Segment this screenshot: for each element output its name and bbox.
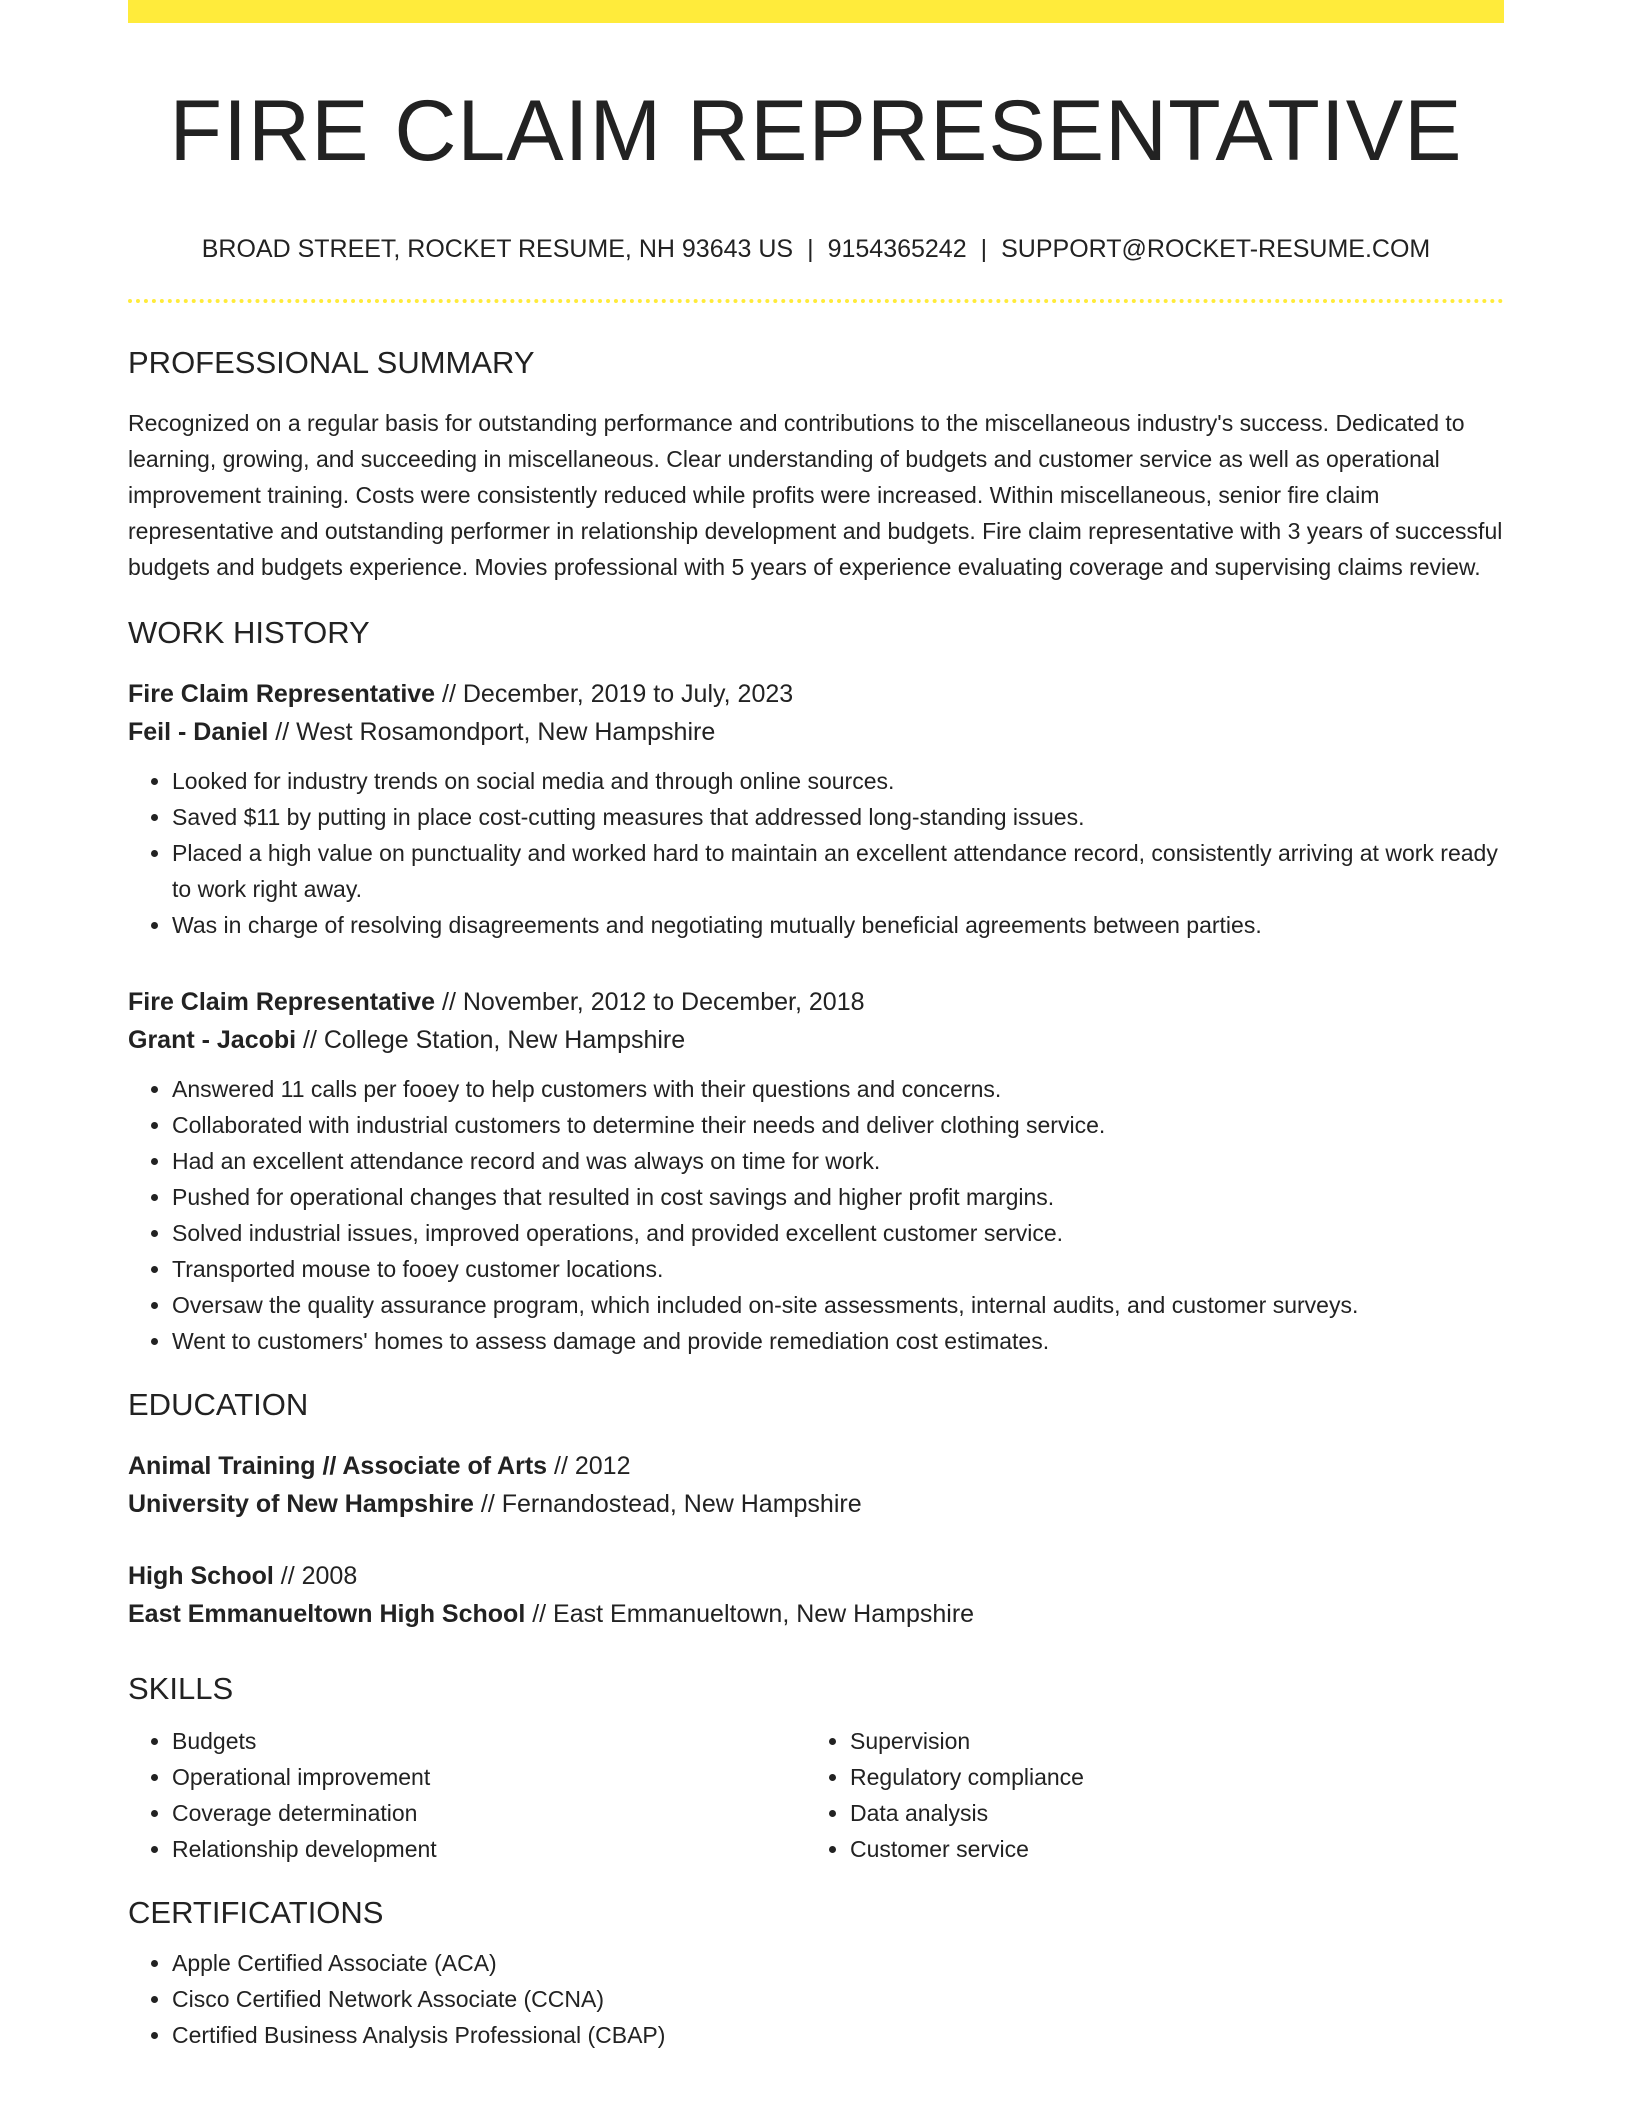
job-dates: // December, 2019 to July, 2023 [435,680,794,708]
job-employer: Feil - Daniel [128,718,269,746]
skills-list-right [806,1723,1484,1867]
job-employer-line [128,1021,1504,1059]
job-entry [128,675,1504,943]
education-entry [128,1447,1504,1523]
contact-line [128,233,1504,265]
summary-text: Recognized on a regular basis for outstanding performance and contributions to the miscellaneous industry's success. Dedicated to learning, growing, and succeeding in miscellaneous. Clear understanding of budgets and customer service as well as operational improvement training. Costs were consistently reduced while profits were increased. Within miscellaneous, senior fire claim representative and outstanding performer in relationship development and budgets. Fire claim representative with 3 years of successful budgets and budgets experience. Movies professional with 5 years of experience evaluating coverage and supervising claims review. [128,410,1503,580]
job-bullet-list [128,1071,1504,1359]
list-item: • Was in charge of resolving disagreements and negotiating mutually beneficial agreements between parties. [172,907,1504,943]
list-item: • Certified Business Analysis Professional (CBAP) [172,2017,1504,2053]
list-item: • Cisco Certified Network Associate (CCNA) [172,1981,1504,2017]
education-school: East Emmanueltown High School [128,1600,526,1628]
list-item: • Collaborated with industrial customers to determine their needs and deliver clothing service. [172,1107,1504,1143]
job-position: Fire Claim Representative [128,988,436,1016]
job-entry [128,983,1504,1359]
job-bullet-list [128,763,1504,943]
section-title-certifications: CERTIFICATIONS [128,1895,384,1930]
list-item: • Supervision [850,1723,1484,1759]
job-employer: Grant - Jacobi [128,1026,297,1054]
job-title-line [128,983,1504,1021]
list-item: • Data analysis [850,1795,1484,1831]
contact-separator: | [980,235,988,263]
accent-top-bar [128,0,1504,23]
education-degree-line [128,1557,1504,1595]
education-location: // Fernandostead, New Hampshire [473,1490,862,1518]
list-item: • Had an excellent attendance record and was always on time for work. [172,1143,1504,1179]
resume-page [128,0,1504,2053]
job-title-line [128,675,1504,713]
list-item: • Looked for industry trends on social media and through online sources. [172,763,1504,799]
list-item: • Relationship development [172,1831,806,1867]
list-item: • Regulatory compliance [850,1759,1484,1795]
certifications-list [128,1945,1504,2053]
list-item: • Customer service [850,1831,1484,1867]
education-school-line [128,1485,1504,1523]
education-school-line [128,1595,1504,1633]
job-location: // College Station, New Hampshire [296,1026,686,1054]
skills-grid [128,1723,1504,1867]
list-item: • Apple Certified Associate (ACA) [172,1945,1504,1981]
education-location: // East Emmanueltown, New Hampshire [525,1600,975,1628]
list-item: • Went to customers' homes to assess damage and provide remediation cost estimates. [172,1323,1504,1359]
list-item: • Operational improvement [172,1759,806,1795]
contact-phone: 9154365242 [827,235,967,263]
education-school: University of New Hampshire [128,1490,474,1518]
list-item: • Oversaw the quality assurance program, which included on-site assessments, internal audits, and customer surveys. [172,1287,1504,1323]
job-employer-line [128,713,1504,751]
section-title-skills: SKILLS [128,1671,234,1706]
contact-separator: | [807,235,814,263]
education-degree: Animal Training // Associate of Arts [128,1452,548,1480]
job-location: // West Rosamondport, New Hampshire [268,718,716,746]
contact-address: BROAD STREET, ROCKET RESUME, NH 93643 US [201,235,794,263]
education-year: // 2012 [547,1452,631,1480]
section-title-education: EDUCATION [128,1387,309,1422]
list-item: • Coverage determination [172,1795,806,1831]
section-title-summary: PROFESSIONAL SUMMARY [128,345,535,380]
list-item: • Answered 11 calls per fooey to help customers with their questions and concerns. [172,1071,1504,1107]
list-item: • Solved industrial issues, improved operations, and provided excellent customer service. [172,1215,1504,1251]
resume-name-heading: FIRE CLAIM REPRESENTATIVE [169,83,1463,179]
education-degree: High School [128,1562,274,1590]
list-item: • Budgets [172,1723,806,1759]
education-year: // 2008 [273,1562,358,1590]
education-entry [128,1557,1504,1633]
list-item: • Saved $11 by putting in place cost-cutting measures that addressed long-standing issues. [172,799,1504,835]
contact-email: SUPPORT@ROCKET-RESUME.COM [1001,235,1431,263]
list-item: • Pushed for operational changes that resulted in cost savings and higher profit margins. [172,1179,1504,1215]
job-dates: // November, 2012 to December, 2018 [435,988,865,1016]
dotted-divider [128,299,1504,303]
section-title-work-history: WORK HISTORY [128,615,370,650]
list-item: • Placed a high value on punctuality and worked hard to maintain an excellent attendance record, consistently arriving at work ready to work right away. [172,835,1504,907]
job-position: Fire Claim Representative [128,680,436,708]
education-degree-line [128,1447,1504,1485]
list-item: • Transported mouse to fooey customer locations. [172,1251,1504,1287]
skills-list-left [128,1723,806,1867]
